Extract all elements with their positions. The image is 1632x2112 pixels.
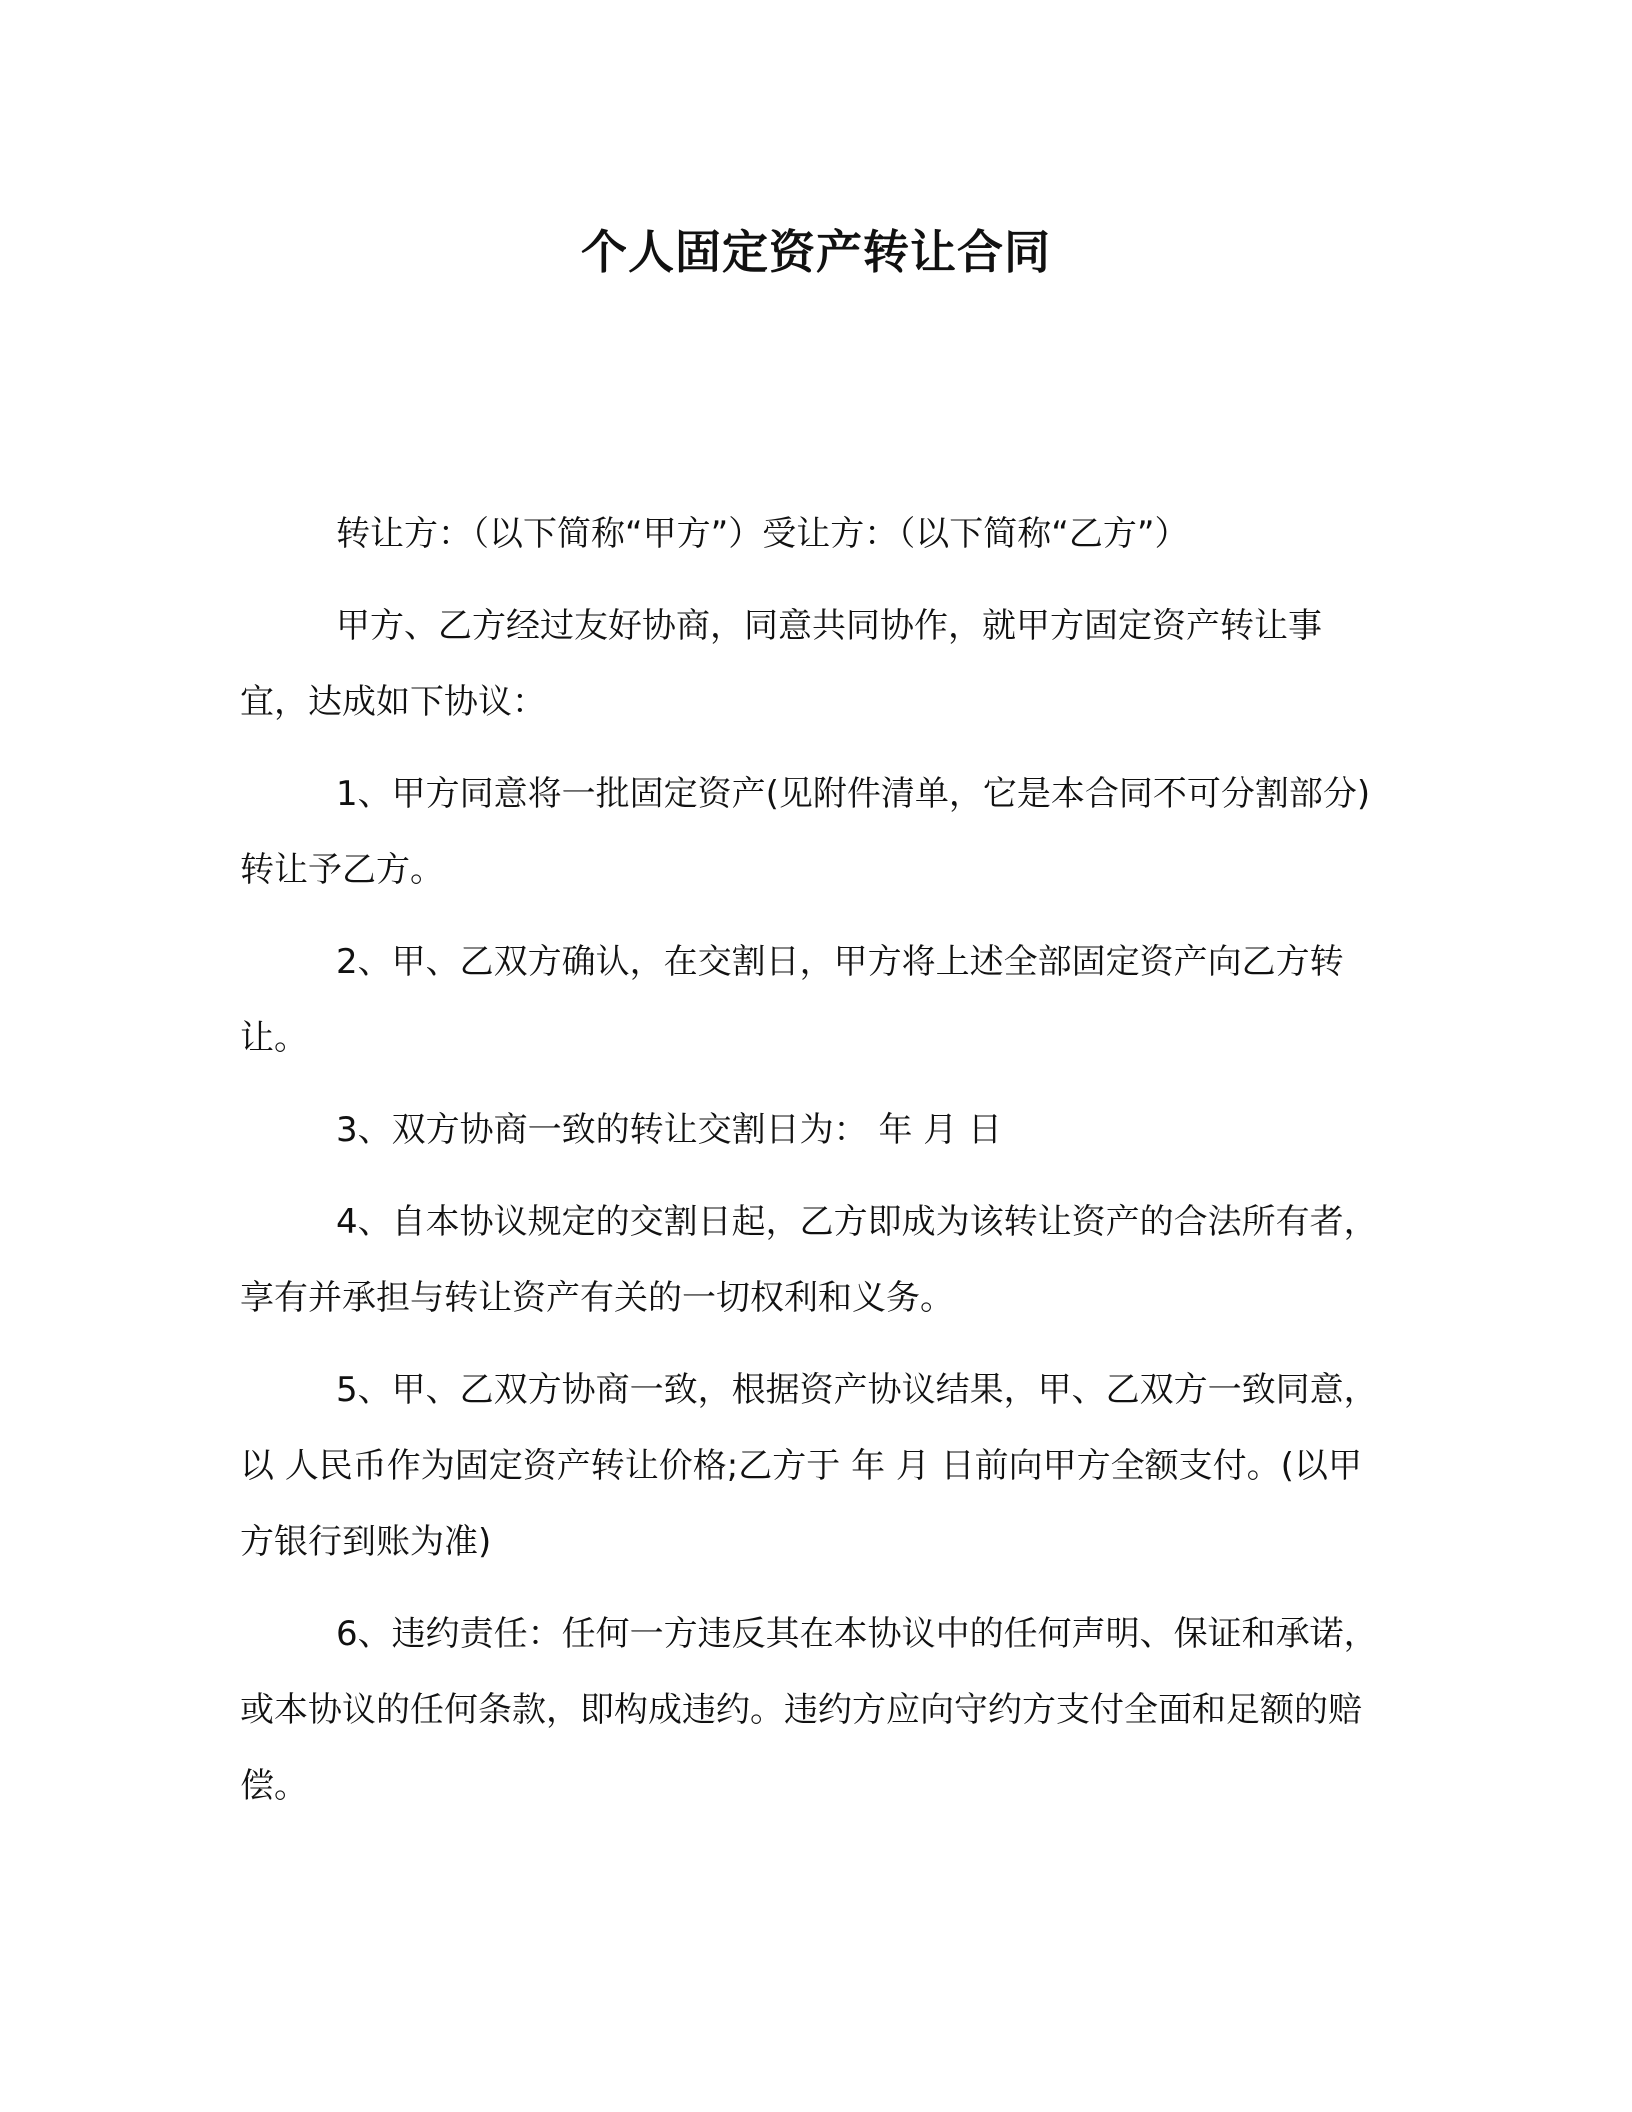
clause-4: 4、自本协议规定的交割日起，乙方即成为该转让资产的合法所有者，享有并承担与转让资产有关的一切权利和义务。 (240, 1202, 1378, 1318)
clause-6: 6、违约责任：任何一方违反其在本协议中的任何声明、保证和承诺，或本协议的任何条款，即构成违约。违约方应向守约方支付全面和足额的赔偿。 (240, 1614, 1378, 1806)
document-title: 个人固定资产转让合同 (581, 225, 1051, 279)
document-body (240, 496, 1380, 1840)
clause-3: 3、双方协商一致的转让交割日为： 年 月 日 (336, 1110, 1003, 1150)
intro-paragraph: 甲方、乙方经过友好协商，同意共同协作，就甲方固定资产转让事宜，达成如下协议： (240, 606, 1322, 722)
clause-1: 1、甲方同意将一批固定资产(见附件清单，它是本合同不可分割部分)转让予乙方。 (240, 774, 1371, 890)
parties-paragraph: 转让方：（以下简称“甲方”）受让方：（以下简称“乙方”） (336, 514, 1189, 554)
clause-5: 5、甲、乙双方协商一致，根据资产协议结果，甲、乙双方一致同意，以 人民币作为固定资产转让价格;乙方于 年 月 日前向甲方全额支付。(以甲方银行到账为准) (240, 1370, 1378, 1562)
clause-2: 2、甲、乙双方确认，在交割日，甲方将上述全部固定资产向乙方转让。 (240, 942, 1344, 1058)
